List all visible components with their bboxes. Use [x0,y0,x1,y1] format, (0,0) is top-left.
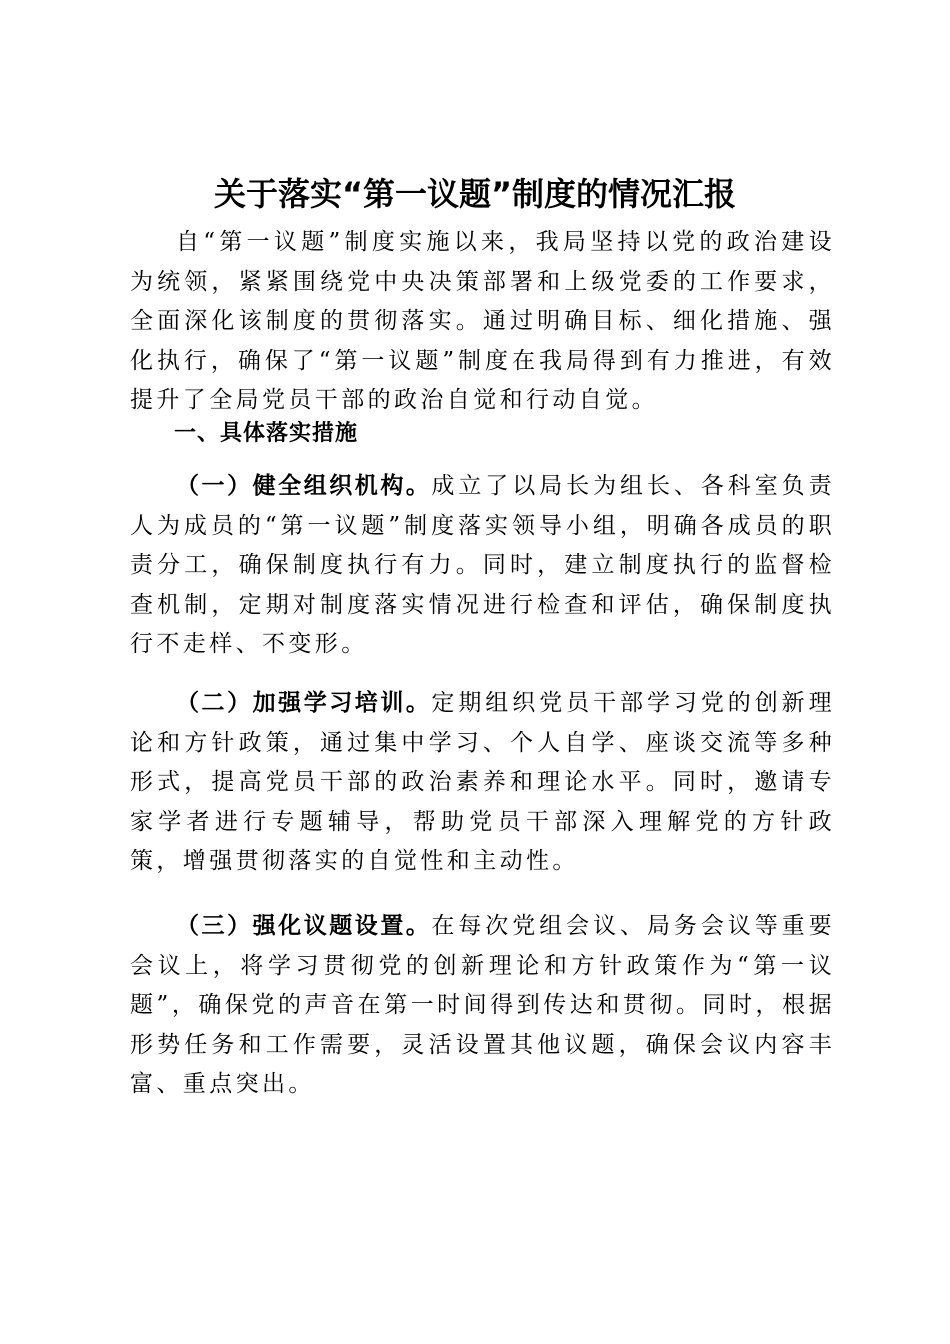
measure-text-2: 定期组织党员干部学习党的创新理论和方针政策，通过集中学习、个人自学、座谈交流等多种形式，提高党员干部的政治素养和理论水平。同时，邀请专家学者进行专题辅导，帮助党员干部深入理解党的方针政策，增强贯彻落实的自觉性和主动性。 [130,690,836,874]
measure-paragraph-1 [130,467,835,665]
document-title: 关于落实“第一议题”制度的情况汇报 [213,175,737,213]
intro-paragraph: 自“第一议题”制度实施以来，我局坚持以党的政治建设为统领，紧紧围绕党中央决策部署和上级党委的工作要求，全面深化该制度的贯彻落实。通过明确目标、细化措施、强化执行，确保了“第一议题”制度在我局得到有力推进，有效提升了全局党员干部的政治自觉和行动自觉。 [130,229,835,413]
section-heading: 一、具体落实措施 [174,421,359,446]
measure-lead-3: （三）强化议题设置。 [176,913,432,939]
measure-paragraph-2 [130,684,835,882]
measure-text-1: 成立了以局长为组长、各科室负责人为成员的“第一议题”制度落实领导小组，明确各成员的职责分工，确保制度执行有力。同时，建立制度执行的监督检查机制，定期对制度落实情况进行检查和评估，确保制度执行不走样、不变形。 [130,473,836,657]
measure-lead-1: （一）健全组织机构。 [176,473,432,499]
measure-text-3: 在每次党组会议、局务会议等重要会议上，将学习贯彻党的创新理论和方针政策作为“第一议题”，确保党的声音在第一时间得到传达和贯彻。同时，根据形势任务和工作需要，灵活设置其他议题，确保会议内容丰富、重点突出。 [130,913,836,1097]
measure-lead-2: （二）加强学习培训。 [176,690,432,716]
measure-paragraph-3 [130,907,835,1105]
